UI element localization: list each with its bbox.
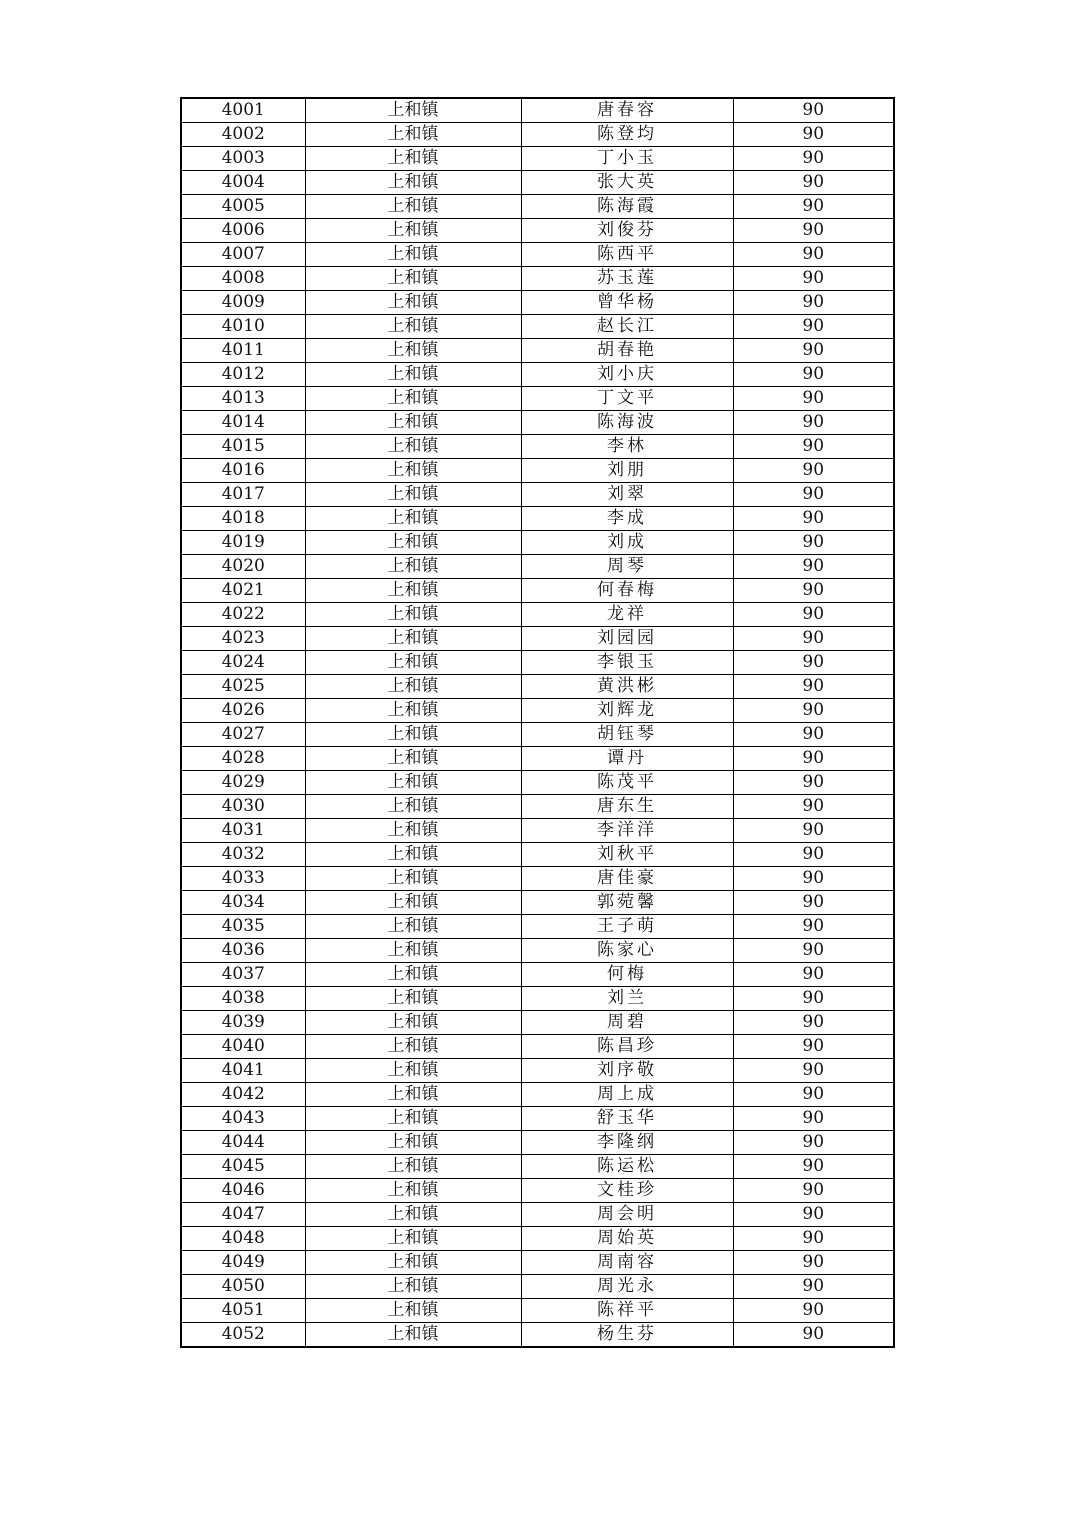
amount-cell: 90	[733, 1251, 894, 1275]
name-cell: 周上成	[521, 1083, 733, 1107]
town-cell: 上和镇	[305, 1155, 521, 1179]
town-cell: 上和镇	[305, 555, 521, 579]
id-cell: 4016	[181, 459, 305, 483]
name-cell: 刘秋平	[521, 843, 733, 867]
amount-cell: 90	[733, 699, 894, 723]
amount-cell: 90	[733, 387, 894, 411]
town-cell: 上和镇	[305, 459, 521, 483]
amount-cell: 90	[733, 651, 894, 675]
town-cell: 上和镇	[305, 627, 521, 651]
table-row	[181, 219, 894, 243]
table-row	[181, 411, 894, 435]
id-cell: 4040	[181, 1035, 305, 1059]
town-cell: 上和镇	[305, 243, 521, 267]
table-row	[181, 723, 894, 747]
table-row	[181, 963, 894, 987]
id-cell: 4028	[181, 747, 305, 771]
town-cell: 上和镇	[305, 1059, 521, 1083]
amount-cell: 90	[733, 819, 894, 843]
name-cell: 陈西平	[521, 243, 733, 267]
table-row	[181, 651, 894, 675]
name-cell: 苏玉莲	[521, 267, 733, 291]
table-row	[181, 1131, 894, 1155]
amount-cell: 90	[733, 987, 894, 1011]
id-cell: 4034	[181, 891, 305, 915]
amount-cell: 90	[733, 555, 894, 579]
id-cell: 4020	[181, 555, 305, 579]
town-cell: 上和镇	[305, 579, 521, 603]
table-row	[181, 507, 894, 531]
id-cell: 4048	[181, 1227, 305, 1251]
name-cell: 刘翠	[521, 483, 733, 507]
amount-cell: 90	[733, 1275, 894, 1299]
town-cell: 上和镇	[305, 963, 521, 987]
id-cell: 4002	[181, 123, 305, 147]
town-cell: 上和镇	[305, 603, 521, 627]
town-cell: 上和镇	[305, 291, 521, 315]
amount-cell: 90	[733, 291, 894, 315]
table-row	[181, 459, 894, 483]
id-cell: 4013	[181, 387, 305, 411]
amount-cell: 90	[733, 147, 894, 171]
amount-cell: 90	[733, 843, 894, 867]
id-cell: 4033	[181, 867, 305, 891]
id-cell: 4046	[181, 1179, 305, 1203]
id-cell: 4035	[181, 915, 305, 939]
amount-cell: 90	[733, 435, 894, 459]
table-row	[181, 339, 894, 363]
town-cell: 上和镇	[305, 1299, 521, 1323]
table-row	[181, 1059, 894, 1083]
town-cell: 上和镇	[305, 98, 521, 123]
id-cell: 4039	[181, 1011, 305, 1035]
amount-cell: 90	[733, 1227, 894, 1251]
amount-cell: 90	[733, 1035, 894, 1059]
table-row	[181, 1227, 894, 1251]
town-cell: 上和镇	[305, 1107, 521, 1131]
town-cell: 上和镇	[305, 771, 521, 795]
id-cell: 4007	[181, 243, 305, 267]
table-row	[181, 1251, 894, 1275]
town-cell: 上和镇	[305, 147, 521, 171]
town-cell: 上和镇	[305, 507, 521, 531]
town-cell: 上和镇	[305, 171, 521, 195]
table-row	[181, 483, 894, 507]
town-cell: 上和镇	[305, 195, 521, 219]
table-row	[181, 267, 894, 291]
amount-cell: 90	[733, 531, 894, 555]
amount-cell: 90	[733, 243, 894, 267]
amount-cell: 90	[733, 891, 894, 915]
table-row	[181, 843, 894, 867]
table-row	[181, 1179, 894, 1203]
name-cell: 刘小庆	[521, 363, 733, 387]
id-cell: 4041	[181, 1059, 305, 1083]
table-row	[181, 795, 894, 819]
name-cell: 李洋洋	[521, 819, 733, 843]
table-row	[181, 555, 894, 579]
town-cell: 上和镇	[305, 867, 521, 891]
amount-cell: 90	[733, 507, 894, 531]
name-cell: 陈祥平	[521, 1299, 733, 1323]
table-row	[181, 915, 894, 939]
town-cell: 上和镇	[305, 891, 521, 915]
table-row	[181, 147, 894, 171]
town-cell: 上和镇	[305, 435, 521, 459]
amount-cell: 90	[733, 675, 894, 699]
amount-cell: 90	[733, 1155, 894, 1179]
id-cell: 4010	[181, 315, 305, 339]
id-cell: 4019	[181, 531, 305, 555]
name-cell: 张大英	[521, 171, 733, 195]
town-cell: 上和镇	[305, 387, 521, 411]
amount-cell: 90	[733, 963, 894, 987]
name-cell: 舒玉华	[521, 1107, 733, 1131]
table-row	[181, 1155, 894, 1179]
id-cell: 4005	[181, 195, 305, 219]
amount-cell: 90	[733, 315, 894, 339]
town-cell: 上和镇	[305, 1251, 521, 1275]
name-cell: 杨生芬	[521, 1323, 733, 1348]
id-cell: 4043	[181, 1107, 305, 1131]
name-cell: 龙祥	[521, 603, 733, 627]
id-cell: 4029	[181, 771, 305, 795]
town-cell: 上和镇	[305, 939, 521, 963]
name-cell: 刘园园	[521, 627, 733, 651]
amount-cell: 90	[733, 795, 894, 819]
roster-table-body	[181, 98, 894, 1347]
town-cell: 上和镇	[305, 219, 521, 243]
amount-cell: 90	[733, 219, 894, 243]
table-row	[181, 531, 894, 555]
name-cell: 丁小玉	[521, 147, 733, 171]
table-row	[181, 747, 894, 771]
amount-cell: 90	[733, 483, 894, 507]
amount-cell: 90	[733, 747, 894, 771]
id-cell: 4017	[181, 483, 305, 507]
name-cell: 刘兰	[521, 987, 733, 1011]
amount-cell: 90	[733, 98, 894, 123]
name-cell: 何春梅	[521, 579, 733, 603]
name-cell: 胡钰琴	[521, 723, 733, 747]
table-row	[181, 579, 894, 603]
id-cell: 4025	[181, 675, 305, 699]
id-cell: 4009	[181, 291, 305, 315]
amount-cell: 90	[733, 1083, 894, 1107]
name-cell: 陈登均	[521, 123, 733, 147]
amount-cell: 90	[733, 1203, 894, 1227]
town-cell: 上和镇	[305, 915, 521, 939]
town-cell: 上和镇	[305, 723, 521, 747]
amount-cell: 90	[733, 363, 894, 387]
table-row	[181, 603, 894, 627]
name-cell: 陈海波	[521, 411, 733, 435]
town-cell: 上和镇	[305, 267, 521, 291]
amount-cell: 90	[733, 1131, 894, 1155]
id-cell: 4044	[181, 1131, 305, 1155]
id-cell: 4004	[181, 171, 305, 195]
id-cell: 4049	[181, 1251, 305, 1275]
table-row	[181, 195, 894, 219]
amount-cell: 90	[733, 1179, 894, 1203]
id-cell: 4003	[181, 147, 305, 171]
amount-cell: 90	[733, 1059, 894, 1083]
town-cell: 上和镇	[305, 1179, 521, 1203]
id-cell: 4023	[181, 627, 305, 651]
id-cell: 4051	[181, 1299, 305, 1323]
table-row	[181, 771, 894, 795]
name-cell: 陈昌珍	[521, 1035, 733, 1059]
name-cell: 刘序敬	[521, 1059, 733, 1083]
table-row	[181, 123, 894, 147]
table-row	[181, 1275, 894, 1299]
table-row	[181, 171, 894, 195]
table-row	[181, 387, 894, 411]
id-cell: 4022	[181, 603, 305, 627]
table-row	[181, 699, 894, 723]
id-cell: 4032	[181, 843, 305, 867]
roster-table	[180, 97, 895, 1348]
table-row	[181, 1083, 894, 1107]
town-cell: 上和镇	[305, 339, 521, 363]
table-row	[181, 1323, 894, 1348]
table-row	[181, 675, 894, 699]
table-row	[181, 939, 894, 963]
amount-cell: 90	[733, 771, 894, 795]
name-cell: 陈海霞	[521, 195, 733, 219]
id-cell: 4012	[181, 363, 305, 387]
town-cell: 上和镇	[305, 795, 521, 819]
name-cell: 陈茂平	[521, 771, 733, 795]
town-cell: 上和镇	[305, 411, 521, 435]
name-cell: 周南容	[521, 1251, 733, 1275]
table-row	[181, 435, 894, 459]
town-cell: 上和镇	[305, 1227, 521, 1251]
name-cell: 李成	[521, 507, 733, 531]
table-row	[181, 627, 894, 651]
name-cell: 唐佳豪	[521, 867, 733, 891]
amount-cell: 90	[733, 195, 894, 219]
amount-cell: 90	[733, 1107, 894, 1131]
id-cell: 4038	[181, 987, 305, 1011]
amount-cell: 90	[733, 123, 894, 147]
name-cell: 刘成	[521, 531, 733, 555]
name-cell: 文桂珍	[521, 1179, 733, 1203]
table-row	[181, 1035, 894, 1059]
name-cell: 唐春容	[521, 98, 733, 123]
id-cell: 4021	[181, 579, 305, 603]
town-cell: 上和镇	[305, 699, 521, 723]
amount-cell: 90	[733, 1323, 894, 1348]
town-cell: 上和镇	[305, 843, 521, 867]
town-cell: 上和镇	[305, 1131, 521, 1155]
name-cell: 周会明	[521, 1203, 733, 1227]
town-cell: 上和镇	[305, 819, 521, 843]
id-cell: 4011	[181, 339, 305, 363]
id-cell: 4001	[181, 98, 305, 123]
id-cell: 4036	[181, 939, 305, 963]
name-cell: 赵长江	[521, 315, 733, 339]
id-cell: 4037	[181, 963, 305, 987]
id-cell: 4026	[181, 699, 305, 723]
town-cell: 上和镇	[305, 675, 521, 699]
town-cell: 上和镇	[305, 747, 521, 771]
town-cell: 上和镇	[305, 315, 521, 339]
name-cell: 周光永	[521, 1275, 733, 1299]
table-row	[181, 987, 894, 1011]
name-cell: 周琴	[521, 555, 733, 579]
name-cell: 陈运松	[521, 1155, 733, 1179]
town-cell: 上和镇	[305, 1083, 521, 1107]
name-cell: 周碧	[521, 1011, 733, 1035]
id-cell: 4006	[181, 219, 305, 243]
name-cell: 胡春艳	[521, 339, 733, 363]
table-row	[181, 891, 894, 915]
town-cell: 上和镇	[305, 1011, 521, 1035]
name-cell: 黄洪彬	[521, 675, 733, 699]
table-row	[181, 1107, 894, 1131]
town-cell: 上和镇	[305, 1035, 521, 1059]
table-row	[181, 1299, 894, 1323]
town-cell: 上和镇	[305, 363, 521, 387]
town-cell: 上和镇	[305, 483, 521, 507]
name-cell: 刘俊芬	[521, 219, 733, 243]
town-cell: 上和镇	[305, 651, 521, 675]
id-cell: 4024	[181, 651, 305, 675]
amount-cell: 90	[733, 627, 894, 651]
amount-cell: 90	[733, 915, 894, 939]
id-cell: 4008	[181, 267, 305, 291]
table-row	[181, 98, 894, 123]
table-row	[181, 315, 894, 339]
town-cell: 上和镇	[305, 987, 521, 1011]
amount-cell: 90	[733, 579, 894, 603]
id-cell: 4045	[181, 1155, 305, 1179]
amount-cell: 90	[733, 339, 894, 363]
name-cell: 李银玉	[521, 651, 733, 675]
amount-cell: 90	[733, 459, 894, 483]
id-cell: 4015	[181, 435, 305, 459]
town-cell: 上和镇	[305, 1275, 521, 1299]
table-row	[181, 363, 894, 387]
amount-cell: 90	[733, 723, 894, 747]
town-cell: 上和镇	[305, 1323, 521, 1348]
name-cell: 谭丹	[521, 747, 733, 771]
name-cell: 周始英	[521, 1227, 733, 1251]
id-cell: 4052	[181, 1323, 305, 1348]
name-cell: 丁文平	[521, 387, 733, 411]
amount-cell: 90	[733, 867, 894, 891]
amount-cell: 90	[733, 171, 894, 195]
name-cell: 郭菀馨	[521, 891, 733, 915]
town-cell: 上和镇	[305, 1203, 521, 1227]
town-cell: 上和镇	[305, 531, 521, 555]
table-row	[181, 1011, 894, 1035]
amount-cell: 90	[733, 1299, 894, 1323]
name-cell: 王子萌	[521, 915, 733, 939]
name-cell: 李林	[521, 435, 733, 459]
id-cell: 4042	[181, 1083, 305, 1107]
table-row	[181, 867, 894, 891]
table-row	[181, 819, 894, 843]
name-cell: 刘辉龙	[521, 699, 733, 723]
table-row	[181, 1203, 894, 1227]
table-row	[181, 291, 894, 315]
amount-cell: 90	[733, 267, 894, 291]
id-cell: 4030	[181, 795, 305, 819]
town-cell: 上和镇	[305, 123, 521, 147]
name-cell: 何梅	[521, 963, 733, 987]
id-cell: 4031	[181, 819, 305, 843]
id-cell: 4027	[181, 723, 305, 747]
amount-cell: 90	[733, 939, 894, 963]
name-cell: 曾华杨	[521, 291, 733, 315]
amount-cell: 90	[733, 411, 894, 435]
name-cell: 刘朋	[521, 459, 733, 483]
name-cell: 唐东生	[521, 795, 733, 819]
name-cell: 陈家心	[521, 939, 733, 963]
id-cell: 4014	[181, 411, 305, 435]
amount-cell: 90	[733, 1011, 894, 1035]
id-cell: 4050	[181, 1275, 305, 1299]
name-cell: 李隆纲	[521, 1131, 733, 1155]
amount-cell: 90	[733, 603, 894, 627]
id-cell: 4018	[181, 507, 305, 531]
table-row	[181, 243, 894, 267]
id-cell: 4047	[181, 1203, 305, 1227]
